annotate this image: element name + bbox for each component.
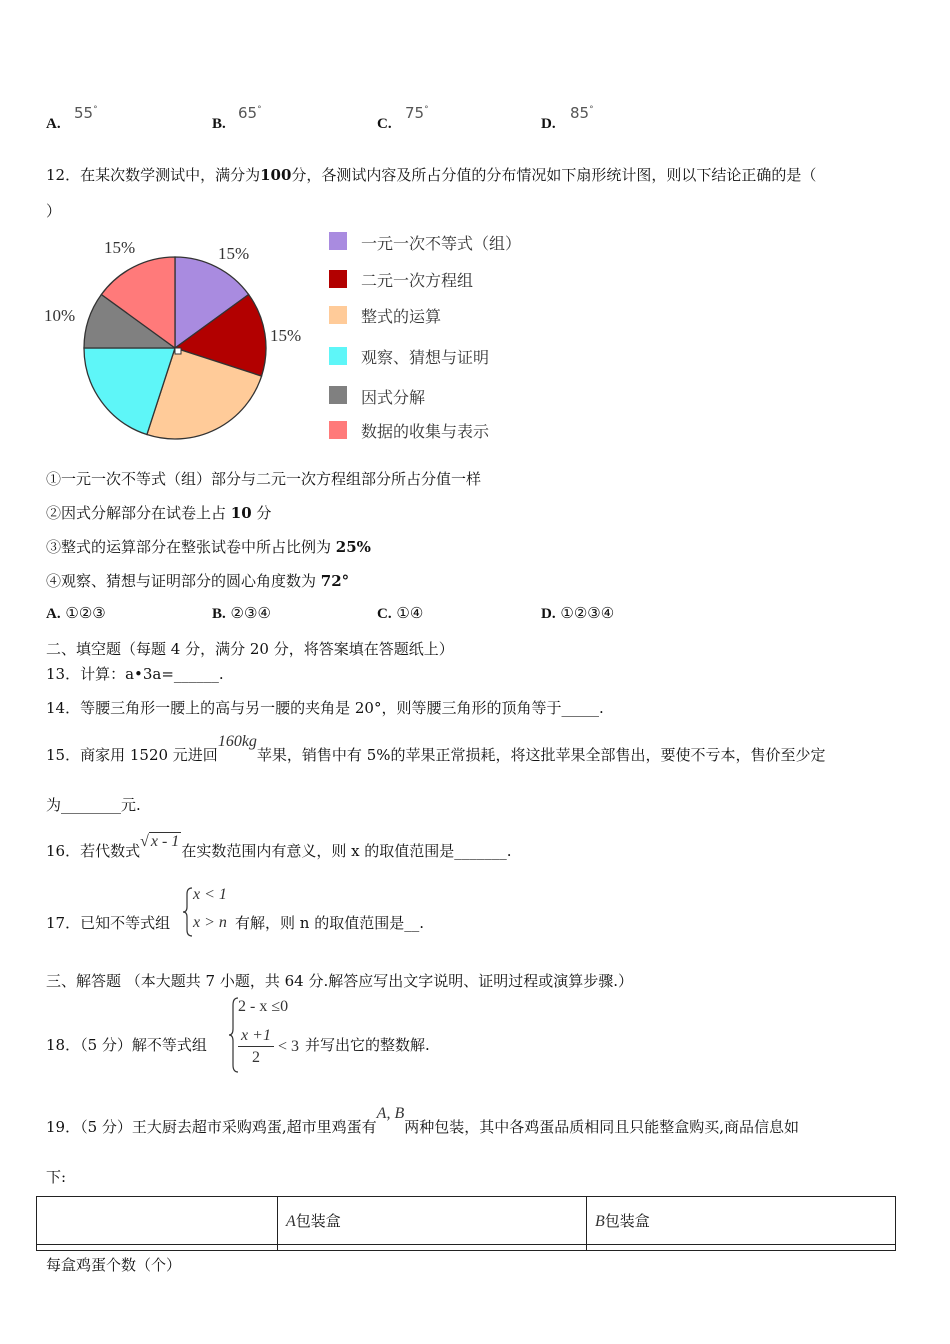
q12-score: 100: [260, 166, 292, 184]
table-header-empty: [37, 1197, 278, 1245]
pie-chart: [40, 236, 310, 456]
q12-option-b: B. ②③④: [212, 604, 271, 622]
q12-stem-a: 12．在某次数学测试中，满分为: [46, 166, 261, 184]
legend-label-2: 整式的运算: [361, 307, 442, 326]
q11-option-b-letter: B.: [212, 116, 226, 132]
q17-system-2: x > n: [193, 914, 227, 931]
q19-line2: 下:: [46, 1168, 67, 1186]
q19-line1: 19．（5 分）王大厨去超市采购鸡蛋,超市里鸡蛋有A, B两种包装，其中各鸡蛋品质相同且只能整盒购买,商品信息如: [46, 1105, 799, 1136]
pie-label-data-collection: 15%: [104, 238, 136, 257]
q12-stem-close: ）: [46, 202, 62, 220]
q15-line1: 15．商家用 1520 元进回160kg苹果，销售中有 5%的苹果正常损耗，将这批苹果全部售出，要使不亏本，售价至少定: [46, 733, 826, 764]
q18-fraction-numerator: x +1: [238, 1026, 274, 1047]
q18-system-1: 2 - x ≤0: [238, 998, 289, 1015]
q15-math: 160kg: [217, 733, 257, 750]
q16: 16．若代数式√ x - 1在实数范围内有意义，则 x 的取值范围是_______.: [46, 833, 512, 860]
pie-label-linear-inequality: 15%: [218, 244, 250, 263]
q11-option-c-letter: C.: [377, 116, 392, 132]
section2-heading: 二、填空题（每题 4 分，满分 20 分，将答案填在答题纸上）: [46, 640, 454, 658]
table-header-b: B包装盒: [587, 1197, 896, 1245]
pie-center-marker: [175, 348, 181, 354]
q18-fraction: [238, 1026, 274, 1069]
q12-stem: [46, 164, 816, 185]
legend-swatch-3: [329, 347, 347, 365]
q12-option-d: D. ①②③④: [541, 604, 615, 622]
q11-option-a-value: 55°: [74, 104, 98, 122]
q13: 13．计算：a•3a=______.: [46, 665, 224, 683]
q12-option-a: A. ①②③: [46, 604, 106, 622]
table-header-a: A包装盒: [278, 1197, 587, 1245]
q17-pre: 17．已知不等式组: [46, 914, 171, 932]
q15-line2: 为________元.: [46, 796, 141, 814]
legend-swatch-5: [329, 421, 347, 439]
q18-relation: < 3: [278, 1038, 300, 1055]
table-row1-label: 每盒鸡蛋个数（个）: [46, 1256, 182, 1274]
q11-option-b-value: 65°: [238, 104, 262, 122]
legend-swatch-1: [329, 270, 347, 288]
legend-swatch-4: [329, 386, 347, 404]
q12-option-c: C. ①④: [377, 604, 424, 622]
pie-label-factorization: 10%: [44, 306, 76, 325]
egg-package-table: [36, 1196, 896, 1251]
q11-option-a-letter: A.: [46, 116, 61, 132]
q11-option-d-value: 85°: [570, 104, 594, 122]
legend-label-0: 一元一次不等式（组）: [361, 234, 522, 253]
legend-label-4: 因式分解: [361, 388, 426, 407]
q18-post: 并写出它的整数解.: [305, 1036, 430, 1054]
q12-stem-b: 分，各测试内容及所占分值的分布情况如下扇形统计图，则以下结论正确的是（: [291, 166, 817, 184]
table-cell: [278, 1245, 587, 1251]
legend-label-5: 数据的收集与表示: [361, 422, 490, 441]
q16-sqrt: √ x - 1: [140, 833, 180, 850]
table-cell: [37, 1245, 278, 1251]
q12-statement-4: ④观察、猜想与证明部分的圆心角度数为 72°: [46, 572, 350, 590]
q18-fraction-denominator: 2: [252, 1049, 260, 1066]
q11-option-d-letter: D.: [541, 116, 556, 132]
table-row: [37, 1245, 896, 1251]
table-header-row: [37, 1197, 896, 1245]
q12-statement-3: ③整式的运算部分在整张试卷中所占比例为 25%: [46, 538, 371, 556]
legend-swatch-2: [329, 306, 347, 324]
q18-pre: 18．（5 分）解不等式组: [46, 1036, 207, 1054]
q14: 14．等腰三角形一腰上的高与另一腰的夹角是 20°，则等腰三角形的顶角等于_____.: [46, 699, 604, 717]
q12-statement-2: ②因式分解部分在试卷上占 10 分: [46, 504, 272, 522]
q19-math: A, B: [376, 1105, 405, 1122]
legend-label-3: 观察、猜想与证明: [361, 348, 490, 367]
section3-heading: 三、解答题 （本大题共 7 小题，共 64 分.解答应写出文字说明、证明过程或演算步骤.）: [46, 972, 634, 990]
legend-label-1: 二元一次方程组: [361, 271, 474, 290]
q11-option-c-value: 75°: [405, 104, 429, 122]
q17-system-1: x < 1: [193, 886, 227, 903]
legend-swatch-0: [329, 232, 347, 250]
q12-statement-1: ①一元一次不等式（组）部分与二元一次方程组部分所占分值一样: [46, 470, 482, 488]
q17-post: 有解，则 n 的取值范围是__.: [235, 914, 424, 932]
table-cell: [587, 1245, 896, 1251]
pie-label-linear-equations: 15%: [270, 326, 302, 345]
